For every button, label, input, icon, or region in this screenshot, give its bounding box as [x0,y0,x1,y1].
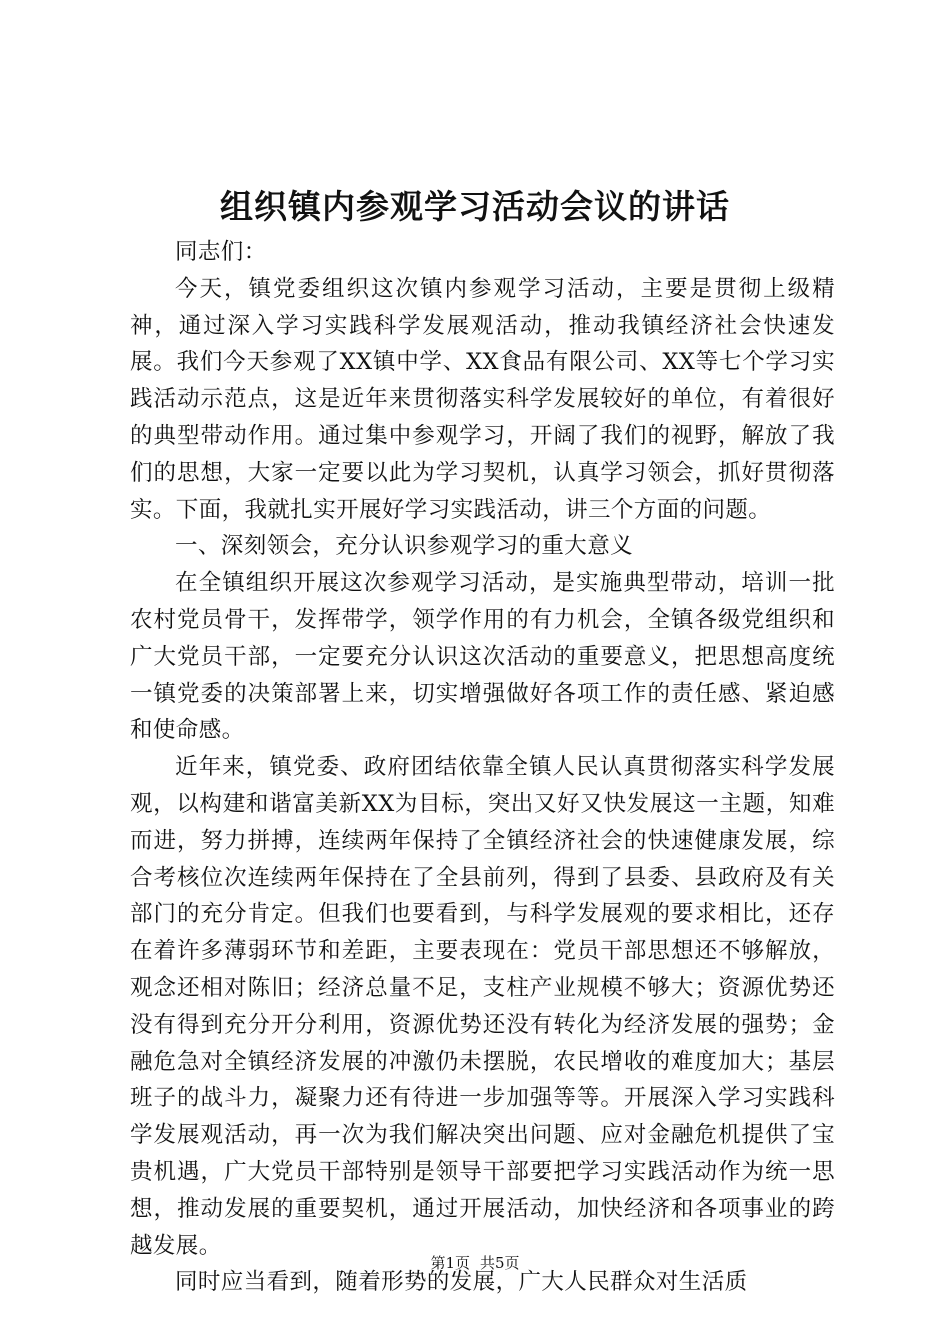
page-footer [0,1252,950,1274]
paragraph-significance: 在全镇组织开展这次参观学习活动，是实施典型带动，培训一批农村党员骨干，发挥带学，领学作用的有力机会，全镇各级党组织和广大党员干部，一定要充分认识这次活动的重要意义，把思想高度统一镇党委的决策部署上来，切实增强做好各项工作的责任感、紧迫感和使命感。 [130,570,835,744]
paragraph-intro: 今天，镇党委组织这次镇内参观学习活动，主要是贯彻上级精神，通过深入学习实践科学发展观活动，推动我镇经济社会快速发展。我们今天参观了XX镇中学、XX食品有限公司、XX等七个学习实践活动示范点，这是近年来贯彻落实科学发展较好的单位，有着很好的典型带动作用。通过集中参观学习，开阔了我们的视野，解放了我们的思想，大家一定要以此为学习契机，认真学习领会，抓好贯彻落实。下面，我就扎实开展好学习实践活动，讲三个方面的问题。 [130,275,835,523]
document-body [130,234,835,1301]
paragraph-recent-years: 近年来，镇党委、政府团结依靠全镇人民认真贯彻落实科学发展观，以构建和谐富美新XX为目标，突出又好又快发展这一主题，知难而进，努力拼搏，连续两年保持了全镇经济社会的快速健康发展，综合考核位次连续两年保持在了全县前列，得到了县委、县政府及有关部门的充分肯定。但我们也要看到，与科学发展观的要求相比，还存在着许多薄弱环节和差距，主要表现在：党员干部思想还不够解放，观念还相对陈旧；经济总量不足，支柱产业规模不够大；资源优势还没有得到充分开分利用，资源优势还没有转化为经济发展的强势；金融危急对全镇经济发展的冲激仍未摆脱，农民增收的难度加大；基层班子的战斗力，凝聚力还有待进一步加强等等。开展深入学习实践科学发展观活动，再一次为我们解决突出问题、应对金融危机提供了宝贵机遇，广大党员干部特别是领导干部要把学习实践活动作为统一思想，推动发展的重要契机，通过开展活动，加快经济和各项事业的跨越发展。 [130,754,835,1259]
section-heading-1: 一、深刻领会，充分认识参观学习的重大意义 [175,533,634,560]
page-number: 第1页 [430,1254,470,1272]
salutation: 同志们： [175,239,267,265]
page-total: 共5页 [480,1254,520,1272]
document-title: 组织镇内参观学习活动会议的讲话 [220,187,730,226]
paragraph-continued: 同时应当看到，随着形势的发展，广大人民群众对生活质 [175,1269,748,1296]
